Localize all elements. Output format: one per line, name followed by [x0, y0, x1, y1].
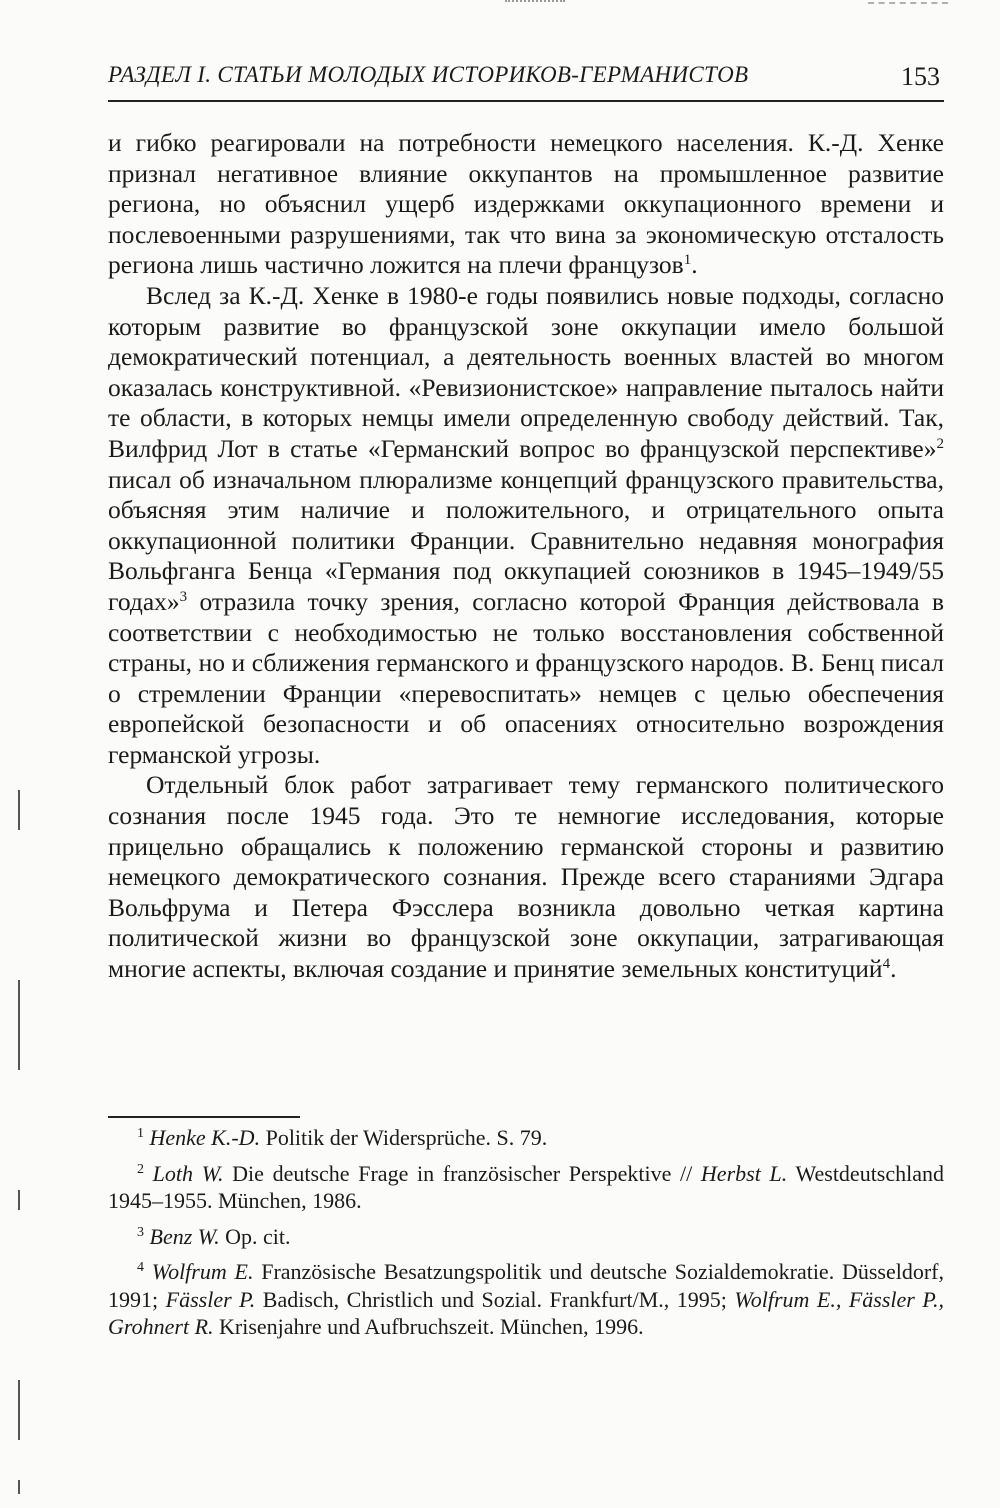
footnote-ref-2: 2 — [936, 435, 944, 452]
scan-edge-marks — [18, 790, 20, 1490]
running-title: РАЗДЕЛ I. СТАТЬИ МОЛОДЫХ ИСТОРИКОВ-ГЕРМАНИСТОВ — [108, 62, 749, 87]
footnote-4: $^4$ Wolfrum E. Französische Besatzungspolitik und deutsche Sozialdemokratie. Düsseldorf, 1991; Fässler P. Badisch, Christlich und Sozial. Frankfurt/M., 1995; Wolfrum E., Fässler P., Grohnert R. Krisenjahre und Aufbruchszeit. München, 1996. — [108, 1259, 944, 1339]
paragraph-2: Вслед за К.-Д. Хенке в 1980-е годы появились новые подходы, согласно которым развитие во французской зоне оккупации имело большой демократический потенциал, а деятельность военных властей во многом оказалась конструктивной. «Ревизионистское» направление пыталось найти те области, в которых немцы имели определенную свободу действий. Так, Вилфрид Лот в статье «Германский вопрос во французской перспективе»$^2$ писал об изначальном плюрализме концепций французского правительства, объясняя этим наличие и положительного, и отрицательного опыта оккупационной политики Франции. Сравнительно недавняя монография Вольфганга Бенца «Германия под оккупацией союзников в 1945–1949/55 годах»$^3$ отразила точку зрения, согласно которой Франция действовала в соответствии с необходимостью не только восстановления собственной страны, но и сближения германского и французского народов. В. Бенц писал о стремлении Франции «перевоспитать» немцев с целью обеспечения европейской безопасности и об опасениях относительно возрождения германской угрозы. — [108, 280, 944, 769]
paragraph-3: Отдельный блок работ затрагивает тему германского политического сознания после 1945 года. Это те немногие исследования, которые прицельно обращались к положению германской стороны и развитию немецкого демократического сознания. Прежде всего стараниями Эдгара Вольфрума и Петера Фэсслера возникла довольно четкая картина политической жизни во французской зоне оккупации, затрагивающая многие аспекты, включая создание и принятие земельных конституций$^4$. — [108, 770, 944, 984]
running-header — [108, 60, 944, 102]
main-text — [108, 128, 944, 985]
footnote-3: $^3$ Benz W. Op. cit. — [137, 1223, 291, 1249]
paragraph-1: и гибко реагировали на потребности немецкого населения. К.-Д. Хенке признал негативное влияние оккупантов на промышленное развитие региона, но объяснил ущерб издержками оккупационного времени и послевоенными разрушениями, так что вина за экономическую отсталость региона лишь частично ложится на плечи французов$^1$. — [108, 128, 944, 280]
footnote-ref-4: 4 — [882, 956, 891, 973]
scan-artifact-top — [505, 0, 565, 6]
footnote-ref-1: 1 — [683, 252, 692, 269]
footnote-ref-3: 3 — [179, 588, 188, 605]
scan-artifact-top-right — [868, 2, 948, 6]
footnote-2: $^2$ Loth W. Die deutsche Frage in französischer Perspektive // Herbst L. Westdeutschland 1945–1955. München, 1986. — [108, 1160, 945, 1213]
footnote-divider — [108, 1116, 300, 1118]
footnote-1: $^1$ Henke K.-D. Politik der Widersprüche. S. 79. — [137, 1125, 548, 1150]
page-number: 153 — [901, 62, 940, 91]
footnotes — [108, 1124, 944, 1349]
